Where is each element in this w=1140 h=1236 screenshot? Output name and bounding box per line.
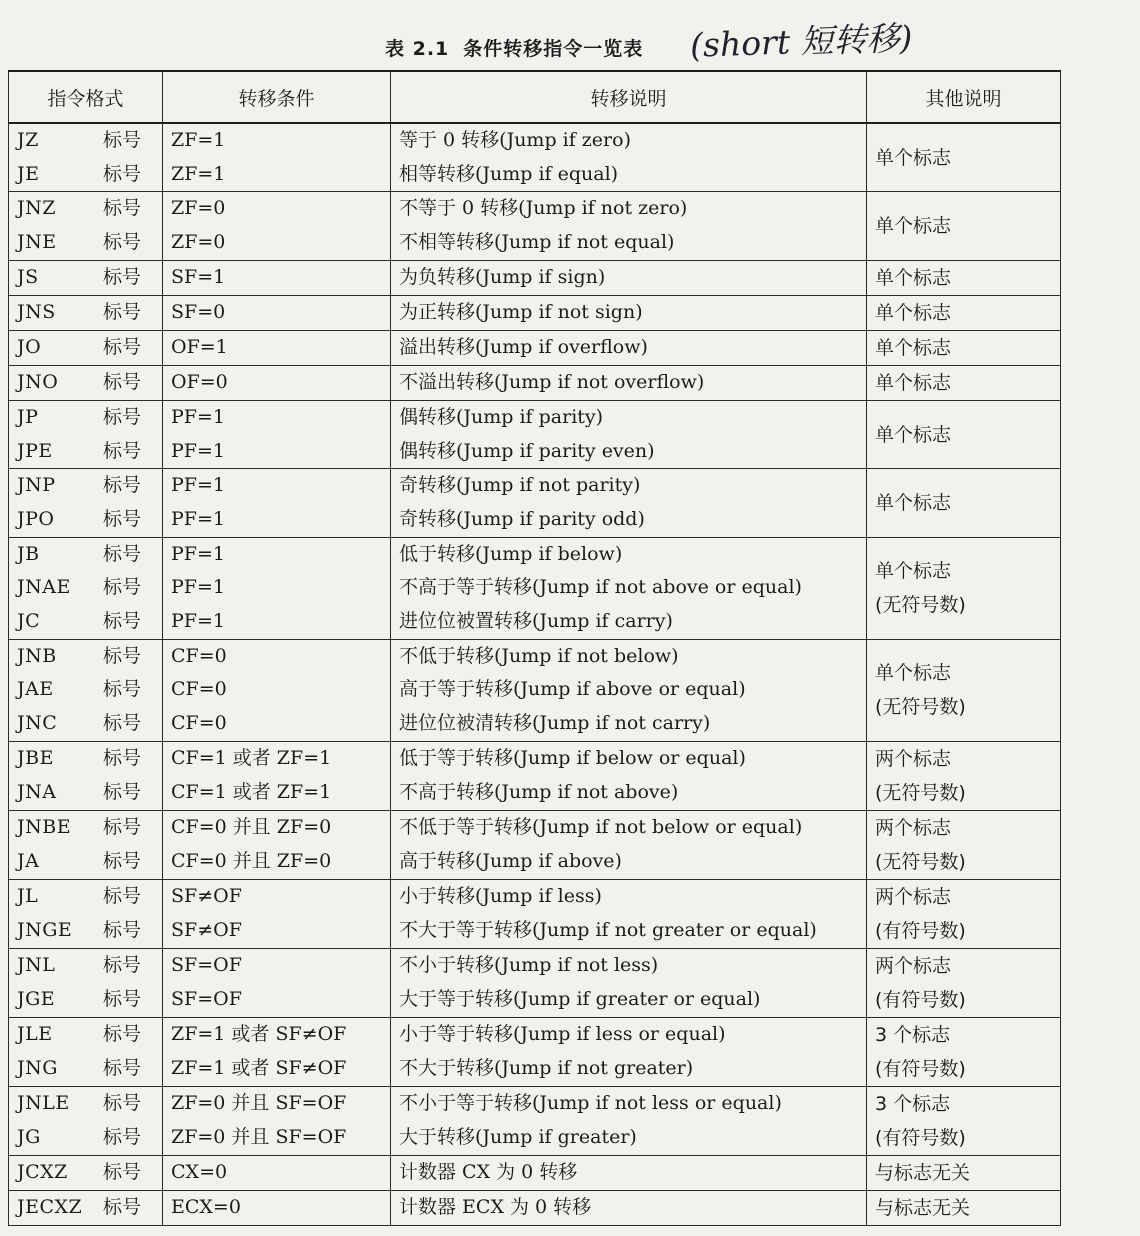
format-cell — [9, 192, 163, 226]
operand-label: 标号 — [103, 542, 142, 565]
instruction-format — [17, 811, 154, 845]
opcode: JPO — [17, 507, 55, 530]
format-cell — [9, 1121, 163, 1156]
table-row — [9, 1190, 1061, 1225]
format-cell — [9, 571, 163, 605]
table-row — [9, 948, 1061, 983]
operand-label: 标号 — [103, 953, 142, 976]
condition-cell: SF≠OF — [163, 914, 391, 949]
operand-label: 标号 — [103, 507, 142, 530]
description-cell: 为负转移(Jump if sign) — [391, 260, 867, 295]
other-notes-cell — [867, 1190, 1061, 1225]
other-notes-cell — [867, 741, 1061, 810]
instruction-format — [17, 914, 154, 948]
instruction-format — [17, 1121, 154, 1155]
other-notes-cell — [867, 879, 1061, 948]
opcode: JNC — [17, 712, 58, 735]
header-format: 指令格式 — [9, 71, 163, 123]
header-condition: 转移条件 — [163, 71, 391, 123]
operand-label: 标号 — [103, 1125, 142, 1148]
opcode: JNGE — [17, 918, 73, 941]
operand-label: 标号 — [103, 918, 142, 941]
format-cell — [9, 741, 163, 776]
condition-cell: SF=OF — [163, 983, 391, 1018]
operand-label: 标号 — [103, 884, 142, 907]
format-cell — [9, 1190, 163, 1225]
description-cell: 进位位被清转移(Jump if not carry) — [391, 707, 867, 741]
condition-cell: ZF=0 并且 SF=OF — [163, 1086, 391, 1121]
format-cell — [9, 330, 163, 365]
other-note: 单个标志 — [875, 560, 952, 583]
other-note: (有符号数) — [875, 988, 966, 1011]
table-row — [9, 295, 1061, 330]
instruction-format — [17, 503, 154, 537]
other-notes-cell — [867, 469, 1061, 537]
opcode: JL — [17, 884, 39, 907]
instruction-format — [17, 571, 154, 605]
conditional-jump-table — [8, 70, 1061, 1226]
opcode: JCXZ — [17, 1160, 68, 1183]
table-row — [9, 810, 1061, 845]
opcode: JPE — [17, 439, 53, 462]
other-notes-cell — [867, 123, 1061, 192]
condition-cell: ZF=1 或者 SF≠OF — [163, 1052, 391, 1087]
description-cell: 不等于 0 转移(Jump if not zero) — [391, 192, 867, 226]
operand-label: 标号 — [103, 474, 142, 497]
format-cell — [9, 123, 163, 158]
format-cell — [9, 673, 163, 707]
other-note: (无符号数) — [875, 594, 966, 617]
opcode: JNG — [17, 1056, 58, 1079]
other-note: 单个标志 — [875, 371, 952, 394]
opcode: JB — [17, 542, 40, 565]
operand-label: 标号 — [103, 1160, 142, 1183]
condition-cell: CF=0 并且 ZF=0 — [163, 810, 391, 845]
header-row — [9, 71, 1061, 123]
other-note: 3 个标志 — [875, 1023, 951, 1046]
condition-cell: PF=1 — [163, 605, 391, 639]
format-cell — [9, 845, 163, 880]
table-row — [9, 1155, 1061, 1190]
other-note: 与标志无关 — [875, 1196, 971, 1219]
other-note: (有符号数) — [875, 919, 966, 942]
description-cell: 不小于等于转移(Jump if not less or equal) — [391, 1086, 867, 1121]
opcode: JAE — [17, 678, 54, 701]
format-cell — [9, 707, 163, 741]
other-note: 两个标志 — [875, 747, 952, 770]
instruction-format — [17, 776, 154, 810]
condition-cell: CF=0 — [163, 639, 391, 673]
description-cell: 不低于等于转移(Jump if not below or equal) — [391, 810, 867, 845]
instruction-format — [17, 983, 154, 1017]
table-title: 条件转移指令一览表 — [463, 38, 644, 60]
condition-cell: SF=OF — [163, 948, 391, 983]
instruction-format — [17, 158, 154, 192]
operand-label: 标号 — [103, 1091, 142, 1114]
instruction-format — [17, 640, 154, 674]
operand-label: 标号 — [103, 1195, 142, 1218]
format-cell — [9, 226, 163, 260]
instruction-format — [17, 124, 154, 158]
operand-label: 标号 — [103, 439, 142, 462]
format-cell — [9, 983, 163, 1018]
instruction-format — [17, 673, 154, 707]
condition-cell: CF=1 或者 ZF=1 — [163, 741, 391, 776]
condition-cell: PF=1 — [163, 503, 391, 537]
format-cell — [9, 776, 163, 811]
instruction-format — [17, 742, 154, 776]
opcode: JNE — [17, 231, 57, 254]
description-cell: 不大于等于转移(Jump if not greater or equal) — [391, 914, 867, 949]
opcode: JG — [17, 1125, 41, 1148]
opcode: JS — [17, 265, 39, 288]
format-cell — [9, 260, 163, 295]
format-cell — [9, 879, 163, 914]
handwritten-note: (short 短转移) — [689, 18, 914, 65]
operand-label: 标号 — [103, 576, 142, 599]
format-cell — [9, 503, 163, 537]
table-row — [9, 192, 1061, 226]
description-cell: 不相等转移(Jump if not equal) — [391, 226, 867, 260]
instruction-format — [17, 707, 154, 741]
instruction-format — [17, 1018, 154, 1052]
condition-cell: SF≠OF — [163, 879, 391, 914]
format-cell — [9, 948, 163, 983]
condition-cell: SF=0 — [163, 295, 391, 330]
description-cell: 溢出转移(Jump if overflow) — [391, 330, 867, 365]
format-cell — [9, 537, 163, 571]
table-row — [9, 400, 1061, 434]
format-cell — [9, 158, 163, 192]
instruction-format — [17, 1156, 154, 1190]
instruction-format — [17, 366, 154, 400]
format-cell — [9, 810, 163, 845]
condition-cell: CF=0 并且 ZF=0 — [163, 845, 391, 880]
other-note: (有符号数) — [875, 1057, 966, 1080]
opcode: JE — [17, 162, 40, 185]
table-row — [9, 123, 1061, 158]
condition-cell: PF=1 — [163, 571, 391, 605]
operand-label: 标号 — [103, 610, 142, 633]
condition-cell: OF=0 — [163, 365, 391, 400]
description-cell: 相等转移(Jump if equal) — [391, 158, 867, 192]
format-cell — [9, 1086, 163, 1121]
format-cell — [9, 435, 163, 469]
opcode: JNBE — [17, 815, 72, 838]
description-cell: 为正转移(Jump if not sign) — [391, 295, 867, 330]
table-row — [9, 365, 1061, 400]
other-note: (无符号数) — [875, 696, 966, 719]
instruction-format — [17, 401, 154, 435]
table-row — [9, 260, 1061, 295]
instruction-format — [17, 469, 154, 503]
opcode: JGE — [17, 987, 56, 1010]
other-notes-cell — [867, 260, 1061, 295]
other-note: 两个标志 — [875, 816, 952, 839]
other-note: 单个标志 — [875, 215, 952, 238]
opcode: JNP — [17, 474, 56, 497]
instruction-format — [17, 1052, 154, 1086]
format-cell — [9, 605, 163, 639]
format-cell — [9, 365, 163, 400]
operand-label: 标号 — [103, 335, 142, 358]
operand-label: 标号 — [103, 712, 142, 735]
description-cell: 奇转移(Jump if parity odd) — [391, 503, 867, 537]
description-cell: 低于转移(Jump if below) — [391, 537, 867, 571]
format-cell — [9, 639, 163, 673]
opcode: JZ — [17, 129, 39, 151]
table-row — [9, 330, 1061, 365]
opcode: JLE — [17, 1022, 53, 1045]
other-notes-cell — [867, 1155, 1061, 1190]
other-notes-cell — [867, 365, 1061, 400]
description-cell: 偶转移(Jump if parity even) — [391, 435, 867, 469]
description-cell: 奇转移(Jump if not parity) — [391, 469, 867, 503]
other-note: 单个标志 — [875, 336, 952, 359]
condition-cell: ZF=1 或者 SF≠OF — [163, 1017, 391, 1052]
instruction-format — [17, 845, 154, 879]
opcode: JNB — [17, 644, 57, 667]
description-cell: 等于 0 转移(Jump if zero) — [391, 123, 867, 158]
operand-label: 标号 — [103, 987, 142, 1010]
condition-cell: CF=0 — [163, 707, 391, 741]
operand-label: 标号 — [103, 129, 142, 151]
format-cell — [9, 1017, 163, 1052]
condition-cell: ZF=1 — [163, 158, 391, 192]
condition-cell: ZF=0 并且 SF=OF — [163, 1121, 391, 1156]
operand-label: 标号 — [103, 815, 142, 838]
description-cell: 计数器 ECX 为 0 转移 — [391, 1190, 867, 1225]
table-body — [9, 123, 1061, 1225]
operand-label: 标号 — [103, 678, 142, 701]
instruction-format — [17, 949, 154, 983]
other-note: 两个标志 — [875, 885, 952, 908]
description-cell: 进位位被置转移(Jump if carry) — [391, 605, 867, 639]
condition-cell: CF=0 — [163, 673, 391, 707]
description-cell: 高于转移(Jump if above) — [391, 845, 867, 880]
instruction-format — [17, 605, 154, 639]
other-note: (无符号数) — [875, 850, 966, 873]
other-notes-cell — [867, 948, 1061, 1017]
other-notes-cell — [867, 639, 1061, 741]
instruction-format — [17, 1191, 154, 1225]
opcode: JC — [17, 610, 41, 633]
caption-row — [0, 18, 1140, 65]
description-cell: 大于等于转移(Jump if greater or equal) — [391, 983, 867, 1018]
instruction-format — [17, 538, 154, 572]
other-notes-cell — [867, 1017, 1061, 1086]
operand-label: 标号 — [103, 849, 142, 872]
other-notes-cell — [867, 810, 1061, 879]
other-note: (无符号数) — [875, 781, 966, 804]
format-cell — [9, 400, 163, 434]
other-note: 单个标志 — [875, 266, 952, 289]
opcode: JNS — [17, 300, 56, 323]
other-notes-cell — [867, 400, 1061, 468]
other-note: 与标志无关 — [875, 1161, 971, 1184]
description-cell: 不高于转移(Jump if not above) — [391, 776, 867, 811]
format-cell — [9, 1155, 163, 1190]
operand-label: 标号 — [103, 1056, 142, 1079]
format-cell — [9, 1052, 163, 1087]
other-note: 单个标志 — [875, 301, 952, 324]
description-cell: 计数器 CX 为 0 转移 — [391, 1155, 867, 1190]
instruction-format — [17, 296, 154, 330]
format-cell — [9, 914, 163, 949]
opcode: JA — [17, 849, 40, 872]
other-notes-cell — [867, 192, 1061, 260]
opcode: JNLE — [17, 1091, 70, 1114]
operand-label: 标号 — [103, 162, 142, 185]
description-cell: 小于转移(Jump if less) — [391, 879, 867, 914]
opcode: JO — [17, 335, 42, 358]
instruction-format — [17, 192, 154, 226]
operand-label: 标号 — [103, 780, 142, 803]
table-row — [9, 741, 1061, 776]
format-cell — [9, 469, 163, 503]
description-cell: 小于等于转移(Jump if less or equal) — [391, 1017, 867, 1052]
condition-cell: ZF=0 — [163, 226, 391, 260]
opcode: JNAE — [17, 576, 71, 599]
other-notes-cell — [867, 295, 1061, 330]
other-notes-cell — [867, 1086, 1061, 1155]
table-row — [9, 879, 1061, 914]
table-row — [9, 639, 1061, 673]
operand-label: 标号 — [103, 300, 142, 323]
description-cell: 不溢出转移(Jump if not overflow) — [391, 365, 867, 400]
operand-label: 标号 — [103, 644, 142, 667]
instruction-format — [17, 261, 154, 295]
table-row — [9, 537, 1061, 571]
opcode: JNA — [17, 780, 57, 803]
condition-cell: ZF=1 — [163, 123, 391, 158]
condition-cell: OF=1 — [163, 330, 391, 365]
condition-cell: ZF=0 — [163, 192, 391, 226]
description-cell: 不大于转移(Jump if not greater) — [391, 1052, 867, 1087]
header-description: 转移说明 — [391, 71, 867, 123]
instruction-format — [17, 226, 154, 260]
opcode: JNZ — [17, 197, 56, 220]
table-row — [9, 1086, 1061, 1121]
other-notes-cell — [867, 330, 1061, 365]
description-cell: 不小于转移(Jump if not less) — [391, 948, 867, 983]
condition-cell: PF=1 — [163, 469, 391, 503]
operand-label: 标号 — [103, 405, 142, 428]
instruction-format — [17, 331, 154, 365]
other-note: 单个标志 — [875, 491, 952, 514]
opcode: JNL — [17, 953, 56, 976]
description-cell: 不低于转移(Jump if not below) — [391, 639, 867, 673]
operand-label: 标号 — [103, 746, 142, 769]
instruction-format — [17, 1087, 154, 1121]
condition-cell: CX=0 — [163, 1155, 391, 1190]
instruction-format — [17, 880, 154, 914]
operand-label: 标号 — [103, 197, 142, 220]
table-number: 表 2.1 — [385, 38, 450, 60]
condition-cell: PF=1 — [163, 537, 391, 571]
condition-cell: ECX=0 — [163, 1190, 391, 1225]
condition-cell: SF=1 — [163, 260, 391, 295]
description-cell: 偶转移(Jump if parity) — [391, 400, 867, 434]
operand-label: 标号 — [103, 265, 142, 288]
operand-label: 标号 — [103, 370, 142, 393]
opcode: JNO — [17, 370, 59, 393]
condition-cell: PF=1 — [163, 435, 391, 469]
description-cell: 不高于等于转移(Jump if not above or equal) — [391, 571, 867, 605]
other-note: 两个标志 — [875, 954, 952, 977]
opcode: JP — [17, 405, 39, 428]
description-cell: 大于转移(Jump if greater) — [391, 1121, 867, 1156]
table-row — [9, 469, 1061, 503]
other-note: 单个标志 — [875, 662, 952, 685]
description-cell: 低于等于转移(Jump if below or equal) — [391, 741, 867, 776]
operand-label: 标号 — [103, 231, 142, 254]
operand-label: 标号 — [103, 1022, 142, 1045]
condition-cell: PF=1 — [163, 400, 391, 434]
header-other: 其他说明 — [867, 71, 1061, 123]
other-notes-cell — [867, 537, 1061, 639]
other-note: 单个标志 — [875, 423, 952, 446]
other-note: 3 个标志 — [875, 1092, 951, 1115]
instruction-format — [17, 435, 154, 469]
other-note: 单个标志 — [875, 146, 952, 169]
other-note: (有符号数) — [875, 1126, 966, 1149]
description-cell: 高于等于转移(Jump if above or equal) — [391, 673, 867, 707]
condition-cell: CF=1 或者 ZF=1 — [163, 776, 391, 811]
opcode: JBE — [17, 746, 54, 769]
table-caption — [385, 34, 643, 61]
format-cell — [9, 295, 163, 330]
opcode: JECXZ — [17, 1195, 83, 1218]
table-row — [9, 1017, 1061, 1052]
